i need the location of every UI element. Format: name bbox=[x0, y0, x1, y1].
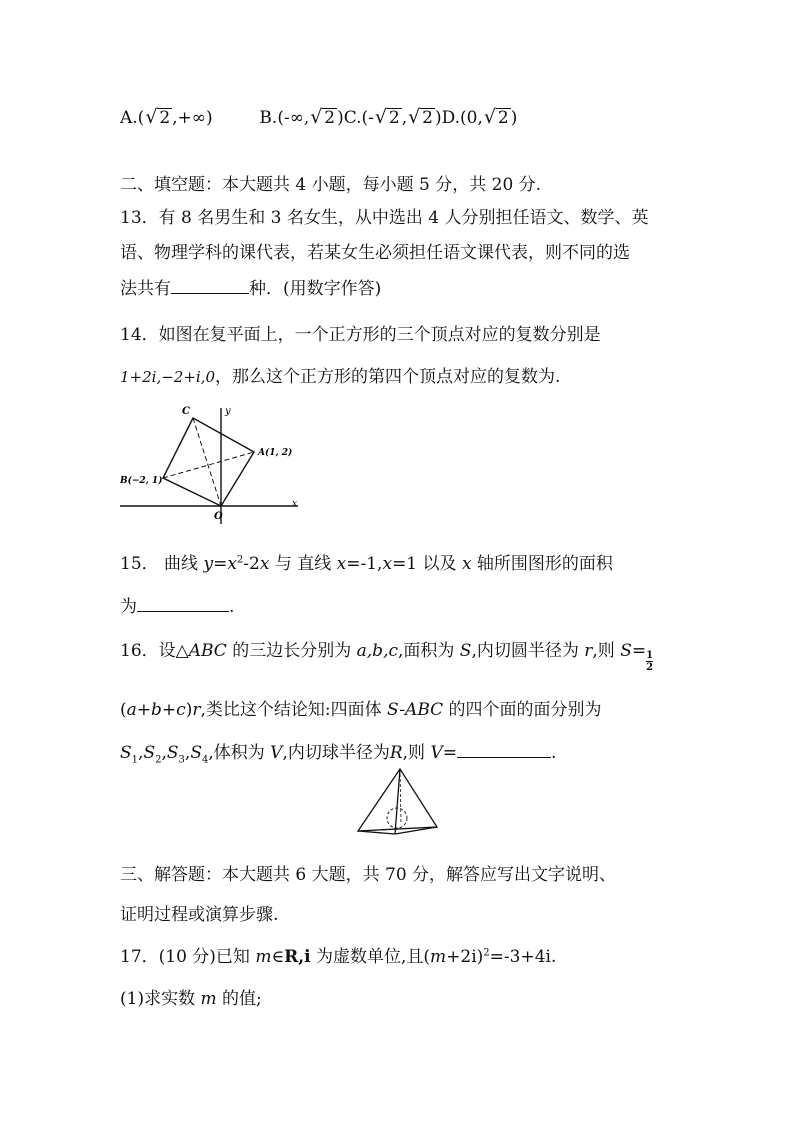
var-abc-sides: a,b,c bbox=[356, 641, 398, 661]
label-b: B(−2, 1) bbox=[120, 476, 163, 486]
fraction-one-half bbox=[646, 650, 653, 673]
q17-text: +2i) bbox=[446, 947, 484, 967]
q16-line3: $S_1,S_2,S_3,S_4$,体积为 V,内切球半径为R,则 V= . bbox=[120, 743, 557, 766]
q16-text: ,则 bbox=[592, 641, 621, 661]
option-b-label: B.(-∞, bbox=[259, 108, 310, 128]
q16-text: . bbox=[551, 743, 557, 763]
superscript: 2 bbox=[236, 554, 244, 566]
q15-mid: 与 直线 bbox=[269, 554, 337, 574]
var-v: V bbox=[430, 743, 443, 763]
var-y: y bbox=[203, 554, 214, 574]
subscript: 4 bbox=[201, 754, 209, 766]
option-c-mid: , bbox=[401, 108, 408, 128]
var-b: b bbox=[151, 700, 162, 720]
var-x: x bbox=[382, 554, 393, 574]
q16-line1 bbox=[120, 636, 654, 673]
q15-line2 bbox=[120, 592, 234, 617]
q16-line2 bbox=[120, 695, 602, 720]
var-x: x bbox=[259, 554, 270, 574]
q15-eq: = bbox=[213, 554, 228, 574]
q17-part1-text: 的值; bbox=[216, 989, 262, 1009]
answer-blank bbox=[457, 743, 551, 758]
frac-num: 1 bbox=[646, 650, 654, 661]
option-d-tail: ) bbox=[510, 108, 518, 128]
q13-line2: 语、物理学科的课代表，若某女生必须担任语文课代表，则不同的选 bbox=[120, 243, 630, 263]
options-line bbox=[120, 108, 517, 128]
var-sabc: S-ABC bbox=[387, 700, 444, 720]
plus: + bbox=[161, 700, 177, 720]
var-s: S bbox=[620, 641, 632, 661]
q15-v2: =1 bbox=[392, 554, 418, 574]
q15-end: 以及 bbox=[417, 554, 462, 574]
label-a: A(1, 2) bbox=[258, 448, 293, 458]
var-s: S bbox=[190, 743, 202, 763]
q17-text: =-3 bbox=[489, 947, 521, 967]
q16-text: 16．设△ bbox=[120, 641, 189, 661]
option-c-label: C.(- bbox=[343, 108, 374, 128]
q15-line1 bbox=[120, 549, 613, 574]
label-c: C bbox=[182, 406, 190, 417]
plus: + bbox=[136, 700, 152, 720]
radicand: 2 bbox=[159, 108, 171, 128]
tetra-height bbox=[400, 769, 401, 824]
var-x: x bbox=[336, 554, 347, 574]
radicand: 2 bbox=[497, 108, 509, 128]
var-s: S bbox=[143, 743, 156, 763]
q14-complex-numbers: 1+2i,−2+i,0 bbox=[120, 368, 216, 386]
q15-text: 15． 曲线 bbox=[120, 554, 204, 574]
var-m: m bbox=[430, 947, 447, 967]
q13-line3-post: 种．(用数字作答) bbox=[249, 279, 382, 299]
label-o: O bbox=[214, 511, 223, 522]
sqrt-2: √ 2 bbox=[145, 106, 171, 128]
q16-text: ) bbox=[185, 700, 193, 720]
tetrahedron-figure bbox=[355, 766, 441, 838]
label-x: x bbox=[292, 499, 298, 509]
q16-text: ,体积为 bbox=[208, 743, 271, 763]
q16-text: ,内切球半径为 bbox=[282, 743, 390, 763]
var-c: c bbox=[176, 700, 186, 720]
q14-line2 bbox=[120, 362, 560, 387]
option-d-label: D.(0, bbox=[441, 108, 483, 128]
sqrt-2: √ 2 bbox=[310, 106, 336, 128]
q17-line1 bbox=[120, 942, 556, 967]
section2-header: 二、填空题：本大题共 4 小题，每小题 5 分，共 20 分. bbox=[120, 175, 542, 195]
real-set: R,i bbox=[284, 947, 311, 967]
q16-text: 的三边长分别为 bbox=[226, 641, 357, 661]
q13-line3 bbox=[120, 274, 381, 299]
option-c-tail: ) bbox=[434, 108, 442, 128]
var-v: V bbox=[270, 743, 283, 763]
q15-line2-pre: 为 bbox=[120, 597, 137, 617]
q17-part1 bbox=[120, 984, 262, 1009]
square bbox=[163, 418, 254, 506]
q17-text: +4i. bbox=[520, 947, 557, 967]
q13-line3-pre: 法共有 bbox=[120, 279, 171, 299]
q17-text: 为虚数单位,且( bbox=[310, 947, 431, 967]
var-r: r bbox=[192, 700, 201, 720]
var-r: R bbox=[389, 743, 403, 763]
section3-line1: 三、解答题：本大题共 6 大题，共 70 分，解答应写出文字说明、 bbox=[120, 865, 617, 885]
var-r: r bbox=[584, 641, 593, 661]
element-of: ∈ bbox=[271, 947, 285, 967]
superscript: 2 bbox=[483, 947, 490, 959]
var-abc: ABC bbox=[188, 641, 227, 661]
var-s: S bbox=[166, 743, 179, 763]
var-m: m bbox=[200, 989, 217, 1009]
section3-line2: 证明过程或演算步骤. bbox=[120, 905, 279, 925]
var-m: m bbox=[255, 947, 272, 967]
q16-text: ,则 bbox=[402, 743, 431, 763]
q15-tail: 轴所围图形的面积 bbox=[471, 554, 613, 574]
var-x: x bbox=[461, 554, 472, 574]
subscript: 2 bbox=[155, 754, 162, 766]
option-a-label: A.( bbox=[120, 108, 145, 128]
sqrt-2: √ 2 bbox=[408, 106, 433, 128]
answer-blank bbox=[137, 597, 229, 612]
var-a: a bbox=[126, 700, 137, 720]
tetra-edge-bottom-left bbox=[358, 831, 395, 834]
sqrt-2: √ 2 bbox=[374, 106, 400, 128]
q16-text: ,类比这个结论知:四面体 bbox=[200, 700, 388, 720]
q15-minus: -2 bbox=[243, 554, 260, 574]
subscript: 3 bbox=[178, 754, 185, 766]
q16-text: 的四个面的面分别为 bbox=[443, 700, 602, 720]
tetra-edge-front bbox=[395, 769, 400, 834]
q16-text: ( bbox=[120, 700, 127, 720]
answer-blank bbox=[171, 279, 249, 294]
q17-text: 17．(10 分)已知 bbox=[120, 947, 256, 967]
q16-eq: = bbox=[631, 641, 647, 661]
radicand: 2 bbox=[388, 108, 400, 128]
var-s: S bbox=[120, 743, 132, 763]
q15-v1: =-1, bbox=[346, 554, 383, 574]
q17-part1-text: (1)求实数 bbox=[120, 989, 201, 1009]
q14-line2-text: ，那么这个正方形的第四个顶点对应的复数为. bbox=[215, 367, 561, 387]
frac-den: 2 bbox=[646, 662, 654, 673]
q14-line1: 14．如图在复平面上，一个正方形的三个顶点对应的复数分别是 bbox=[120, 325, 601, 345]
var-s: S bbox=[459, 641, 472, 661]
subscript: 1 bbox=[131, 754, 139, 766]
q15-line2-post: . bbox=[229, 597, 235, 617]
complex-plane-figure bbox=[118, 402, 308, 532]
option-b-tail: ) bbox=[337, 108, 344, 128]
var-x: x bbox=[227, 554, 237, 574]
sqrt-2: √ 2 bbox=[483, 106, 509, 128]
q16-text: ,面积为 bbox=[397, 641, 460, 661]
q16-eq: = bbox=[442, 743, 457, 763]
label-y: y bbox=[225, 406, 231, 417]
q13-line1: 13．有 8 名男生和 3 名女生，从中选出 4 人分别担任语文、数学、英 bbox=[120, 208, 649, 228]
q16-text: ,内切圆半径为 bbox=[471, 641, 585, 661]
radicand: 2 bbox=[324, 108, 336, 128]
radicand: 2 bbox=[422, 108, 433, 128]
option-a-tail: ,+∞) bbox=[172, 108, 213, 128]
